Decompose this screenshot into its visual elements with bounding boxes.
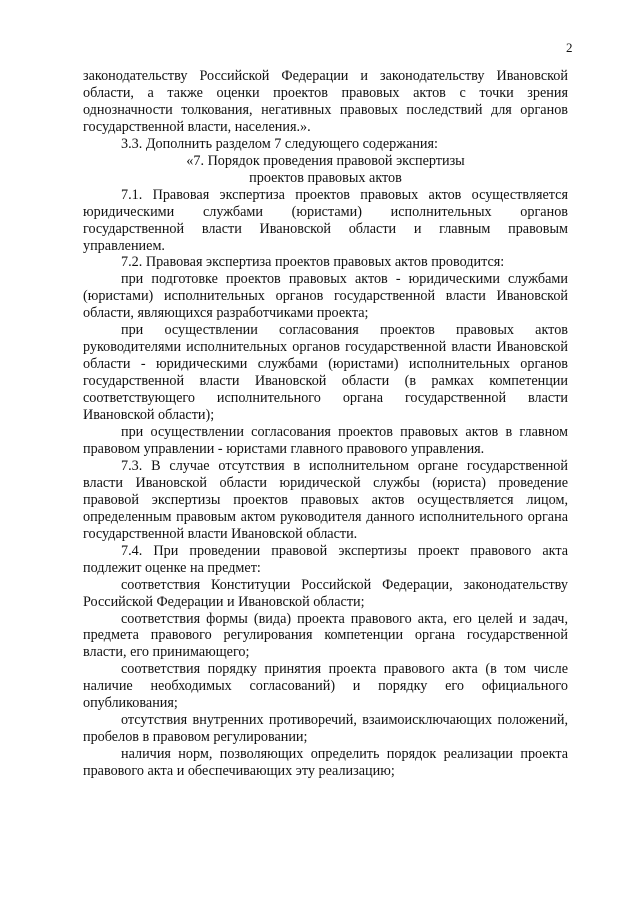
document-body: [83, 68, 568, 780]
paragraph: при подготовке проектов правовых актов - юридическими службами (юристами) исполнительных органов государственной власти Ивановской области, являющихся разработчиками проекта;: [83, 271, 568, 322]
paragraph: 7.3. В случае отсутствия в исполнительном органе государственной власти Ивановской области юридической службы (юриста) проведение правовой экспертизы проектов правовых актов осуществляется лицом, определенным правовым актом руководителя данного исполнительного органа государственной власти Ивановской области.: [83, 457, 568, 542]
paragraph: соответствия формы (вида) проекта правового акта, его целей и задач, предмета правового регулирования компетенции органа государственной власти, его принимающего;: [83, 610, 568, 661]
paragraph: 7.2. Правовая экспертиза проектов правовых актов проводится:: [121, 254, 505, 271]
paragraph: наличия норм, позволяющих определить порядок реализации проекта правового акта и обеспечивающих эту реализацию;: [83, 746, 568, 780]
paragraph: 3.3. Дополнить разделом 7 следующего содержания:: [121, 135, 438, 152]
page-number: 2: [566, 40, 573, 55]
paragraph: 7.4. При проведении правовой экспертизы проект правового акта подлежит оценке на предмет:: [83, 542, 568, 576]
paragraph: законодательству Российской Федерации и законодательству Ивановской области, а также оценки проектов правовых актов с точки зрения однозначности толкования, негативных правовых последствий для органов государственной власти, населения.».: [83, 68, 568, 135]
paragraph: при осуществлении согласования проектов правовых актов руководителями исполнительных органов государственной власти Ивановской области - юридическими службами (юристами) исполнительных органов государственной власти Ивановской области (в рамках компетенции соответствующего исполнительного органа государственной власти Ивановской области);: [83, 322, 568, 424]
section-heading-line: проектов правовых актов: [249, 169, 402, 186]
paragraph: отсутствия внутренних противоречий, взаимоисключающих положений, пробелов в правовом регулировании;: [83, 712, 568, 746]
paragraph: соответствия порядку принятия проекта правового акта (в том числе наличие необходимых согласований) и порядку его официального опубликования;: [83, 661, 568, 712]
paragraph: при осуществлении согласования проектов правовых актов в главном правовом управлении - юристами главного правового управления.: [83, 424, 568, 457]
section-heading-line: «7. Порядок проведения правовой экспертизы: [186, 152, 465, 169]
paragraph: соответствия Конституции Российской Федерации, законодательству Российской Федерации и Ивановской области;: [83, 576, 568, 610]
paragraph: 7.1. Правовая экспертиза проектов правовых актов осуществляется юридическими службами (юристами) исполнительных органов государственной власти Ивановской области и главным правовым управлением.: [83, 186, 568, 254]
